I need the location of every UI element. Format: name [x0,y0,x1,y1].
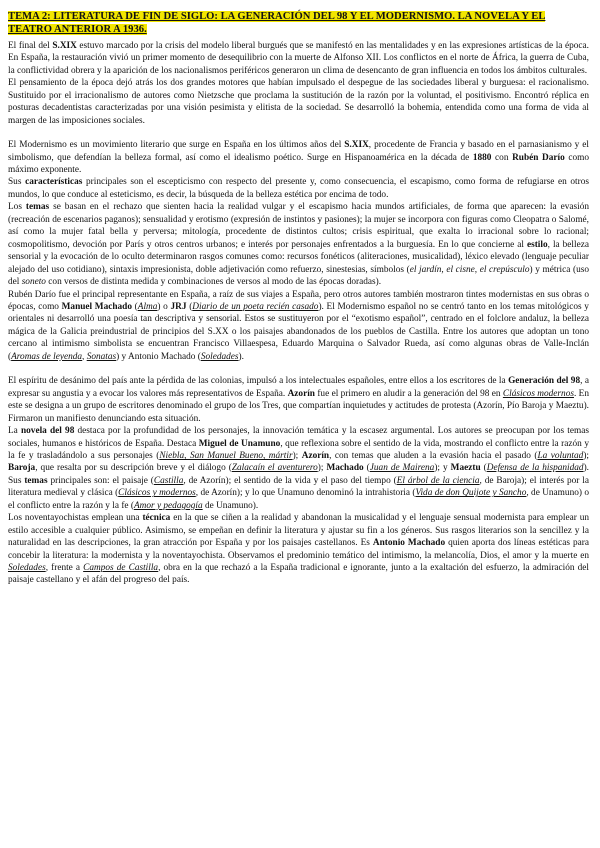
text: ( [186,301,193,312]
text: de Unamuno). [202,500,259,511]
text: , que resalta por su descripción breve y el diálogo ( [35,463,232,474]
italic-text: soneto [21,277,46,288]
work-title: Castilla [153,475,184,486]
text: ); [583,450,589,461]
bold-text: temas [25,202,50,213]
text: ) o [157,301,171,312]
paragraph-generacion-98 [8,375,589,425]
text: como máximo exponente. [8,152,589,175]
text: . En este se designa a un grupo de escritores denominado el grupo de los Tres, que compartían inquietudes y actitudes de protesta (Azorín, Pío Baroja y Maeztu). Firmaron un manifiesto denunciando esta situación. [8,388,590,424]
text: ); [317,463,327,474]
text: Sus [8,177,26,188]
text: ); [292,450,302,461]
bold-text: JRJ [170,301,187,312]
text: El Modernismo es un movimiento literario que surge en España en los últimos años del [8,140,345,151]
work-title: Soledades [200,351,239,362]
bold-text: características [25,177,83,188]
paragraph-pensamiento: El pensamiento de la época dejó atrás los dos grandes motores que habían impulsado el despegue de las sociedades liberal y burguesa: el racionalismo. Sustituido por el irracionalismo de autores como Nietzsche que proclama la sustitución de la razón por la voluntad, el positivismo. Encontró réplica en posturas decadentistas caracterizadas por una visión pesimista y elitista de la sociedad. Se desarrolló la bohemia, entendida como una forma de vida al margen de las imposiciones sociales. [8,78,589,126]
document-title: TEMA 2: LITERATURA DE FIN DE SIGLO: LA GENERACIÓN DEL 98 Y EL MODERNISMO. LA NOVELA Y EL TEATRO ANTERIOR A 1936. [8,11,546,36]
bold-text: Generación del 98 [508,376,581,387]
bold-text: Antonio Machado [372,538,446,549]
document-page [8,10,589,587]
text: , a expresar su angustia y a evocar los valores más representativos de España. [8,376,590,399]
paragraph-fin-de-siglo [8,40,589,77]
bold-text: novela del 98 [20,426,75,437]
bold-text: Baroja [8,463,36,474]
text: ). Sus [8,463,589,486]
text: con [491,152,513,163]
text: ( [363,463,370,474]
bold-text: S.XIX [52,40,77,51]
text: ). El Modernismo español no se centró tanto en los temas mitológicos y orientales ni desarrolló una poesía tan descriptiva y sensorial. Estos se sustituyeron por el “exotismo español”, centrado en el folclore andaluz, la belleza mágica de la Galicia preindustrial de principios del S.XX o los paisajes abandonados de los pueblos de Castilla. Entre los autores que adoptan un tono cercano al intimismo simbolista se encuentran Francisco Villaespesa, Eduardo Marquina o Salvador Rueda, así como algunas obras de Valle-Inclán ( [8,301,589,362]
bold-text: Manuel Machado [61,301,132,312]
text: destaca por la profundidad de los personajes, la innovación temática y la escasez argumental. Los autores se preocupan por los temas sociales, humanos e históricos de España. Destaca [8,426,589,449]
text: , la belleza sensorial y la evocación de lo oculto determinaron rasgos comunes como: recursos fonéticos (aliteraciones, musicalidad), léxico elevado (lenguaje peculiar alejado del uso cotidiano), sintaxis impresionista, doble adjetivación como refuerzo, sinestesias, símbolos ( [8,239,589,275]
italic-text: el jardín, el cisne, el crepúsculo [409,264,530,275]
text: La [8,426,21,437]
text: Los noventayochistas emplean una [8,513,143,524]
paragraph-novela-98 [8,425,589,512]
paragraph-representantes [8,289,589,364]
work-title: Niebla, San Manuel Bueno, mártir [159,450,293,461]
bold-text: Azorín [301,450,330,461]
text: Los [8,202,26,213]
work-title: Clásicos y modernos [118,488,196,499]
text: , obra en la que rechazó a la España tradicional e ignorante, junto a la exaltación del esfuerzo, la admiración del paisaje castellano y el afán del progreso del país. [8,563,590,586]
work-title: Defensa de la hispanidad [486,463,584,474]
work-title: Juan de Mairena [369,463,435,474]
text: principales son: el paisaje ( [47,475,154,486]
bold-text: Azorín [287,388,315,399]
text: ). [238,351,244,362]
paragraph-modernismo [8,139,589,176]
paragraph-tecnica [8,512,589,587]
work-title: Vida de don Quijote y Sancho [415,488,527,499]
paragraph-temas-estilo [8,201,589,288]
text: quien aporta dos líneas estéticas para concebir la literatura: la modernista y la noventayochista. Observamos el predominio temático del intimismo, la melancolía, Dios, el amor y la muerte en [8,538,590,561]
text: se basan en el rechazo que sienten hacia la realidad vulgar y el escapismo hacia mundos artificiales, de forma que aparecen: la evasión (recreación de escenarios paganos); sensualidad y erotismo (expresión de instintos y pasiones); la mujer se incorpora con figuras como Cleopatra o Salomé, así como la mujer fatal bella y perversa; mitología, procedente de distintos cultos; crisis espiritual, que exalta lo irracional sobre lo racional; cosmopolitismo, devoción por París y otros centros urbanos; e interés por personajes enfrentados a la burguesía. En lo que concierne al [8,202,589,250]
text: ( [131,301,138,312]
text: ); y [434,463,451,474]
text: , de Azorín); el sentido de la vida y el paso del tiempo ( [183,475,397,486]
work-title: Sonatas [86,351,117,362]
bold-text: Rubén Darío [512,152,565,163]
text: con versos de distinta medida y combinaciones de versos al modo de las épocas doradas). [45,277,382,288]
work-title: El árbol de la ciencia [396,475,480,486]
text: , de Baroja); el interés por la literatura medieval y clásica ( [8,475,589,499]
work-title: Diario de un poeta recién casado [192,301,319,312]
text: Rubén Darío fue el principal representante en España, a raíz de sus viajes a España, pero otros autores también mostraron tintes modernistas en sus obras o épocas, como [8,289,589,312]
text: , procedente de Francia y basado en el parnasianismo y el simbolismo, que defendían la belleza formal, así como el idealismo poético. Surge en Hispanoamérica en la década de [8,140,589,163]
work-title: La voluntad [537,450,584,461]
text: fue el primero en aludir a la generación del 98 en [314,388,503,399]
work-title: Amor y pedagogía [133,500,203,511]
text: , que reflexiona sobre el sentido de la vida, mostrando el conflicto entre la razón y la fe y trasladándolo a sus personajes ( [8,438,589,461]
text: en la que se ciñen a la realidad y abandonan la musicalidad y el lenguaje sensual modernista para emplear un estilo accesible a cualquier público. Asimismo, se empeñan en definir la literatura y ajustar su fin a los géneros. Sus rasgos literarios son la sencillez y la naturalidad en las descripciones, la gran atracción por España y por los paisajes castellanos. Es [8,513,589,549]
bold-text: 1880 [472,152,492,163]
work-title: Campos de Castilla [83,563,159,574]
text: ( [480,463,487,474]
text: ) y métrica (uso del [8,264,589,288]
text: principales son el escepticismo con respecto del presente y, como consecuencia, el escapismo, como forma de refugiarse en otros mundos, lo que conduce al esteticismo, es decir, la búsqueda de la belleza estética por encima de todo. [8,177,590,200]
text: estuvo marcado por la crisis del modelo liberal burgués que se manifestó en las mentalidades y en las expresiones artísticas de la época. En España, la restauración vivió un primer momento de desequilibrio con la muerte de Alfonso XII. Los conflictos en el norte de África, la guerra de Cuba, la conflictividad obrera y la aparición de los nacionalismos periféricos generaron un clima de desencanto de gran influencia en todos los ámbitos culturales. [8,40,589,76]
work-title: Alma [137,301,158,312]
work-title: Zalacaín el aventurero [231,463,318,474]
text: , frente a [45,563,84,574]
spacer [8,127,589,139]
title-block [8,10,589,37]
bold-text: Machado [326,463,364,474]
work-title: Aromas de leyenda [11,351,83,362]
paragraph-caracteristicas [8,176,589,201]
spacer [8,363,589,375]
text: , con temas que aluden a la evasión hacia el pasado ( [329,450,538,461]
work-title: Soledades [8,563,46,574]
bold-text: S.XIX [344,140,369,151]
text: El final del [8,40,53,51]
work-title: Clásicos modernos [502,388,574,399]
text: , [82,351,87,362]
text: El espíritu de desánimo del país ante la pérdida de las colonias, impulsó a los intelectuales españoles, entre ellos a los escritores de la [8,376,509,387]
text: , de Unamuno) o el conflicto entre la razón y la fe ( [8,488,589,511]
bold-text: temas [24,475,48,486]
bold-text: Maeztu [450,463,481,474]
text: ) y Antonio Machado ( [116,351,201,362]
bold-text: Miguel de Unamuno [198,438,281,449]
bold-text: técnica [142,513,171,524]
bold-text: estilo [526,239,548,250]
text: , de Azorín); y lo que Unamuno denominó la intrahistoria ( [195,488,416,499]
